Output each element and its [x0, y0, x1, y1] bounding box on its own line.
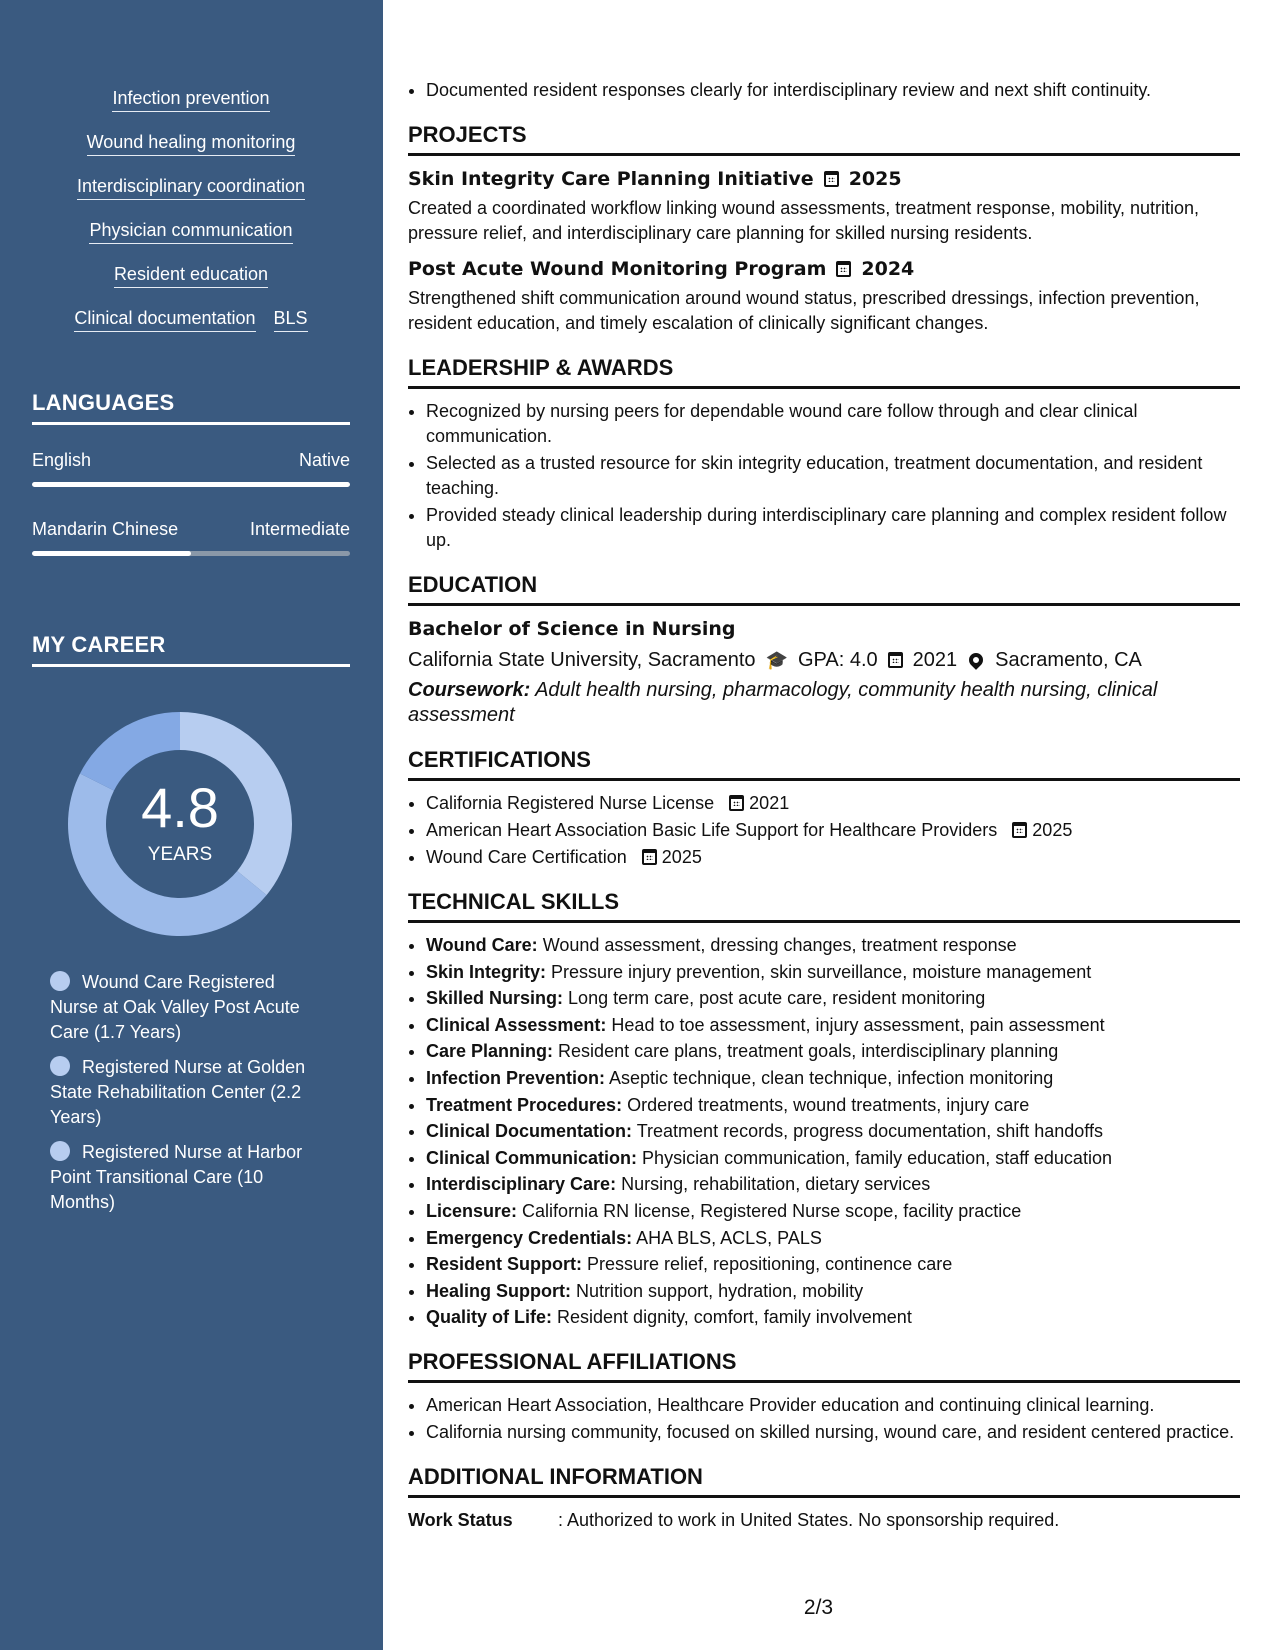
technical-skill-value: Wound assessment, dressing changes, treatment response [542, 935, 1017, 955]
calendar-icon [888, 652, 903, 668]
technical-skill-item [426, 986, 1240, 1011]
coursework-text: Adult health nursing, pharmacology, community health nursing, clinical assessment [408, 679, 1158, 726]
education-location: Sacramento, CA [995, 649, 1142, 671]
technical-skills-heading: TECHNICAL SKILLS [408, 888, 1240, 923]
calendar-icon [729, 795, 744, 811]
education-year: 2021 [912, 649, 958, 671]
degree-title: Bachelor of Science in Nursing [408, 618, 736, 640]
career-list [50, 970, 325, 1225]
technical-skill-label: Infection Prevention: [426, 1067, 606, 1088]
technical-skill-value: Treatment records, progress documentation, shift handoffs [636, 1121, 1103, 1142]
coursework-label: Coursework: [408, 679, 531, 701]
language-row-english [32, 450, 350, 471]
career-label: Registered Nurse at Golden State Rehabilitation Center (2.2 Years) [50, 1057, 306, 1127]
technical-skill-item [426, 1252, 1240, 1277]
calendar-icon [642, 849, 657, 865]
language-level: Native [298, 450, 350, 470]
technical-skill-label: Treatment Procedures: [426, 1094, 623, 1115]
technical-skill-label: Interdisciplinary Care: [426, 1174, 617, 1195]
technical-skill-value: California RN license, Registered Nurse scope, facility practice [522, 1200, 1022, 1221]
technical-skill-value: Aseptic technique, clean technique, infection monitoring [609, 1067, 1054, 1088]
skill-tags [32, 86, 350, 332]
affiliations-list [408, 1393, 1240, 1445]
page-number: 2/3 [803, 1596, 834, 1619]
technical-skill-label: Healing Support: [426, 1280, 571, 1301]
certification-item [426, 818, 1240, 843]
career-total-years: 4.8 [141, 776, 219, 839]
gpa: GPA: 4.0 [797, 649, 878, 671]
career-label: Registered Nurse at Harbor Point Transitional Care (10 Months) [50, 1142, 303, 1212]
career-total-unit: YEARS [147, 844, 213, 865]
education-details [408, 646, 1240, 674]
leadership-list [408, 399, 1240, 553]
technical-skill-item [426, 933, 1240, 958]
technical-skills-list [408, 933, 1240, 1330]
certification-year: 2025 [661, 847, 702, 867]
language-name: Mandarin Chinese [32, 519, 179, 539]
bullet-item: • Recognized by nursing peers for dependable wound care follow through and clear clinical communication. [426, 399, 1240, 449]
technical-skill-item [426, 1066, 1240, 1091]
language-bar-fill [32, 551, 191, 556]
school-name: California State University, Sacramento [408, 649, 756, 671]
technical-skill-label: Skilled Nursing: [426, 988, 564, 1009]
calendar-icon [824, 171, 839, 187]
technical-skill-value: Nursing, rehabilitation, dietary services [621, 1174, 931, 1195]
bullet-item: • Provided steady clinical leadership during interdisciplinary care planning and complex resident follow up. [426, 503, 1240, 553]
certification-item [426, 791, 1240, 816]
additional-info-heading: ADDITIONAL INFORMATION [408, 1463, 1240, 1498]
technical-skill-value: Ordered treatments, wound treatments, injury care [627, 1094, 1030, 1115]
career-item [50, 970, 325, 1045]
technical-skill-item [426, 1119, 1240, 1144]
skill-tag: Infection prevention [112, 86, 269, 112]
skill-tag: Wound healing monitoring [87, 130, 296, 156]
main-content [408, 78, 1240, 1533]
technical-skill-label: Care Planning: [426, 1041, 554, 1062]
technical-skill-value: Physician communication, family education, staff education [642, 1147, 1112, 1168]
bullet-item: • Documented resident responses clearly for interdisciplinary review and next shift continuity. [426, 78, 1240, 103]
technical-skill-item [426, 960, 1240, 985]
skill-tag: Interdisciplinary coordination [77, 174, 305, 200]
projects-heading: PROJECTS [408, 121, 1240, 156]
technical-skill-label: Quality of Life: [426, 1307, 552, 1328]
project-title: Post Acute Wound Monitoring Program [408, 258, 827, 280]
graduation-cap-icon: 🎓 [765, 650, 788, 670]
legend-dot-icon [50, 1141, 70, 1161]
technical-skill-value: Pressure injury prevention, skin surveillance, moisture management [551, 961, 1092, 982]
coursework [408, 678, 1240, 728]
technical-skill-item [426, 1039, 1240, 1064]
project-description: Created a coordinated workflow linking wound assessments, treatment response, mobility, nutrition, pressure relief, and interdisciplinary care planning for skilled nursing residents. [408, 198, 1200, 243]
affiliations-heading: PROFESSIONAL AFFILIATIONS [408, 1348, 1240, 1383]
certification-item [426, 845, 1240, 870]
technical-skill-label: Emergency Credentials: [426, 1227, 633, 1248]
skill-tag: Clinical documentation [74, 306, 255, 332]
technical-skill-label: Skin Integrity: [426, 961, 547, 982]
sidebar [0, 0, 383, 1650]
project-title: Skin Integrity Care Planning Initiative [408, 168, 814, 190]
project-item [408, 166, 1240, 246]
technical-skill-label: Clinical Documentation: [426, 1121, 633, 1142]
technical-skill-label: Licensure: [426, 1200, 518, 1221]
technical-skill-item [426, 1279, 1240, 1304]
technical-skill-value: Head to toe assessment, injury assessment, pain assessment [611, 1014, 1105, 1035]
technical-skill-item [426, 1226, 1240, 1251]
project-year: 2025 [848, 168, 902, 190]
technical-skill-item [426, 1146, 1240, 1171]
certification-name: American Heart Association Basic Life Support for Healthcare Providers [426, 820, 998, 840]
project-description: Strengthened shift communication around wound status, prescribed dressings, infection prevention, resident education, and timely escalation of clinically significant changes. [408, 288, 1200, 333]
legend-dot-icon [50, 971, 70, 991]
career-item [50, 1055, 325, 1130]
technical-skill-value: Pressure relief, repositioning, continence care [587, 1254, 953, 1275]
languages-heading: LANGUAGES [32, 390, 350, 425]
technical-skill-value: AHA BLS, ACLS, PALS [636, 1227, 822, 1248]
language-bar-fill [32, 482, 350, 487]
technical-skill-item [426, 1093, 1240, 1118]
language-name: English [32, 450, 92, 470]
technical-skill-value: Nutrition support, hydration, mobility [576, 1280, 864, 1301]
calendar-icon [836, 261, 851, 277]
language-level: Intermediate [249, 519, 350, 539]
project-year: 2024 [861, 258, 915, 280]
bullet-item: • Selected as a trusted resource for skin integrity education, treatment documentation, and resident teaching. [426, 451, 1240, 501]
skill-tag: BLS [274, 306, 308, 332]
location-pin-icon [966, 650, 986, 670]
language-row-mandarin [32, 519, 350, 540]
project-item [408, 256, 1240, 336]
language-bar-english [32, 482, 350, 487]
skill-tag: Physician communication [89, 218, 292, 244]
career-item [50, 1140, 325, 1215]
technical-skill-value: Resident dignity, comfort, family involvement [557, 1307, 912, 1328]
technical-skill-item [426, 1172, 1240, 1197]
calendar-icon [1012, 822, 1027, 838]
certification-name: California Registered Nurse License [426, 793, 715, 813]
certifications-list [408, 791, 1240, 870]
career-heading: MY CAREER [32, 632, 350, 667]
career-label: Wound Care Registered Nurse at Oak Valley Post Acute Care (1.7 Years) [50, 972, 300, 1042]
certification-year: 2025 [1032, 820, 1073, 840]
education-heading: EDUCATION [408, 571, 1240, 606]
certification-name: Wound Care Certification [426, 847, 627, 867]
experience-continued-bullets [408, 78, 1240, 103]
legend-dot-icon [50, 1056, 70, 1076]
skill-tag: Resident education [114, 262, 268, 288]
technical-skill-label: Clinical Assessment: [426, 1014, 607, 1035]
leadership-heading: LEADERSHIP & AWARDS [408, 354, 1240, 389]
technical-skill-label: Clinical Communication: [426, 1147, 638, 1168]
language-bar-mandarin [32, 551, 350, 556]
additional-info-label: Work Status [408, 1510, 513, 1531]
bullet-item: • California nursing community, focused on skilled nursing, wound care, and resident centered practice. [426, 1420, 1240, 1445]
additional-info-value: : Authorized to work in United States. No sponsorship required. [558, 1510, 1060, 1531]
technical-skill-item [426, 1199, 1240, 1224]
technical-skill-label: Wound Care: [426, 935, 538, 955]
certifications-heading: CERTIFICATIONS [408, 746, 1240, 781]
technical-skill-item [426, 1305, 1240, 1330]
technical-skill-value: Resident care plans, treatment goals, interdisciplinary planning [558, 1041, 1059, 1062]
technical-skill-item [426, 1013, 1240, 1038]
certification-year: 2021 [749, 793, 790, 813]
bullet-item: • American Heart Association, Healthcare Provider education and continuing clinical learning. [426, 1393, 1240, 1418]
technical-skill-label: Resident Support: [426, 1254, 582, 1275]
additional-info-row [408, 1508, 1240, 1533]
technical-skill-value: Long term care, post acute care, resident monitoring [568, 988, 986, 1009]
